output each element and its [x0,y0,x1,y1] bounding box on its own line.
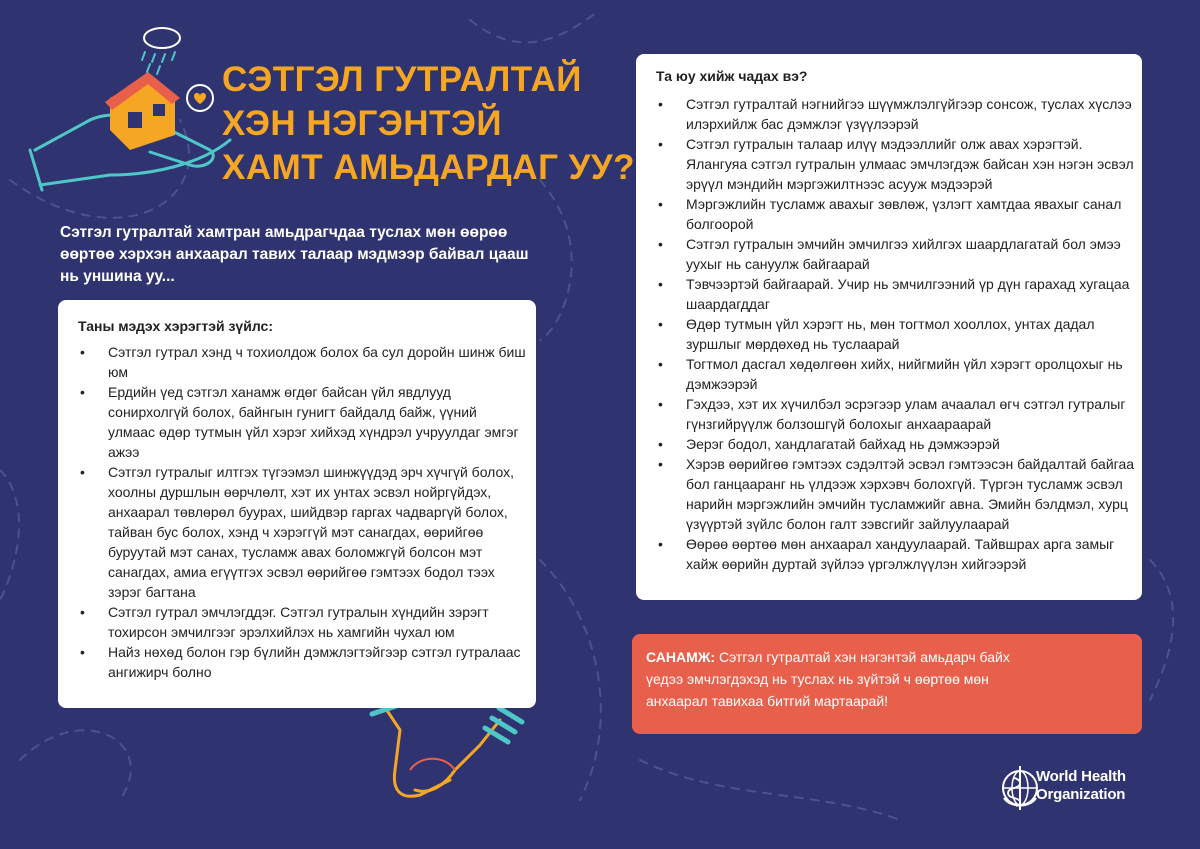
list-item [656,354,1138,394]
list-item-text: Сэтгэл гутрал хэнд ч тохиолдож болох ба сул доройн шинж биш юм [108,344,526,380]
bullet: • [658,456,663,472]
list-item-text: Сэтгэл гутрал эмчлэгддэг. Сэтгэл гутралын хүндийн зэрэгт тохирсон эмчилгээг эрэлхийлэх нь хамгийн чухал юм [108,604,489,640]
list-item-text: Найз нөхөд болон гэр бүлийн дэмжлэгтэйгээр сэтгэл гутралаас ангижирч болно [108,644,521,680]
reminder-body: Сэтгэл гутралтай хэн нэгэнтэй амьдарч байх үедээ эмчлэгдэхэд нь туслах нь зүйтэй ч өөртөө мөн анхаарал тавихаа битгий мартаарай! [646,649,1010,709]
list-item-text: Өөрөө өөртөө мөн анхаарал хандуулаарай. Тайвшрах арга замыг хайж өөрийн дуртай зүйлээ үргэлжлүүлэн хийгээрэй [686,536,1115,572]
dashed-curve [0,470,19,600]
intro-text: Сэтгэл гутралтай хамтран амьдрагчдаа туслах мөн өөрөө өөртөө хэрхэн анхаарал тавих талаар мэдмээр байвал цааш нь уншина уу... [60,224,529,285]
list-item [78,462,526,602]
bullet: • [80,464,85,480]
bullet: • [658,236,663,252]
list-item [656,194,1138,234]
actions-card [636,54,1142,600]
list-item-text: Тогтмол дасгал хөдөлгөөн хийх, нийгмийн үйл хэрэгт оролцохыг нь дэмжээрэй [686,356,1123,392]
list-item [78,382,526,462]
list-item [656,274,1138,314]
list-item [656,134,1138,194]
bullet: • [80,344,85,360]
list-item-text: Тэвчээртэй байгаарай. Учир нь эмчилгээний үр дүн гарахад хугацаа шаардагддаг [686,276,1130,312]
list-item [656,94,1138,134]
facts-card [58,300,536,708]
page-title [222,58,642,190]
bullet: • [658,356,663,372]
list-item-text: Мэргэжлийн тусламж авахыг зөвлөж, үзлэгт хамтдаа явахыг санал болгоорой [686,196,1122,232]
facts-list [78,342,526,682]
dashed-curve [470,10,600,42]
hand-house-illustration [30,28,230,190]
list-item [656,434,1138,454]
bullet: • [658,396,663,412]
bullet: • [658,276,663,292]
list-item-text: Сэтгэл гутралыг илтгэх түгээмэл шинжүүдэд эрч хүчгүй болох, хоолны дуршлын өөрчлөлт, хэт их унтах эсвэл нойргүйдэх, анхаарал төвлөрөл буурах, шийдвэр гаргах чадваргүй болох, тайван бус болох, хэнд ч хэрэггүй мэт санагдах, өөрийгөө буруутай мэт санах, тусламж авах боломжгүй болсон мэт санагдах, амиа егүүтгэх эсвэл өөрийгөө гэмтээх бодол тээх зэрэг багтана [108,464,515,600]
list-item-text: Сэтгэл гутралтай нэгнийгээ шүүмжлэлгүйгээр сонсож, туслах хүслээ илэрхийлж бас дэмжлэг үзүүлээрэй [686,96,1132,132]
dashed-curve [20,730,131,800]
actions-list [656,94,1138,574]
dashed-curve [1150,560,1173,700]
list-item-text: Өдөр тутмын үйл хэрэгт нь, мөн тогтмол хооллох, унтах дадал зуршлыг мөрдөхөд нь туслаарай [686,316,1095,352]
bullet: • [80,604,85,620]
list-item [78,342,526,382]
list-item [656,314,1138,354]
bullet: • [658,436,663,452]
actions-heading: Та юу хийж чадах вэ? [656,68,808,84]
list-item-text: Сэтгэл гутралын талаар илүү мэдээллийг олж авах хэрэгтэй. Ялангуяа сэтгэл гутралын улмаас эмчлэгдэж байсан хэн нэгэн эсвэл эрүүл мэндийн мэргэжилтнээс асууж мэдээрэй [686,136,1134,192]
bullet: • [658,96,663,112]
dashed-curve [540,560,601,800]
dashed-curve [640,760,900,820]
title-line: ХЭН НЭГЭНТЭЙ [222,104,503,143]
list-item [78,602,526,642]
list-item-text: Хэрэв өөрийгөө гэмтээх сэдэлтэй эсвэл гэмтээсэн байдалтай байгаа бол ганцааранг нь үлдээж хэрхэвч болохгүй. Түргэн тусламж эсвэл нарийн мэргэжлийн эмчийн тусламжийг авна. Эмийн бэлдмэл, хурц үзүүртэй зүйлс болон галт зэвсгийг зайлуулаарай [686,456,1135,532]
list-item-text: Гэхдээ, хэт их хүчилбэл эсрэгээр улам ачаалал өгч сэтгэл гутралыг гүнзгийрүүлж болзошгүй болохыг анхаараарай [686,396,1126,432]
reminder-label: САНАМЖ: [646,649,716,665]
list-item [656,534,1138,574]
list-item-text: Ердийн үед сэтгэл ханамж өгдөг байсан үйл явдлууд сонирхолгүй болох, байнгын гунигт байдалд байж, үүний улмаас өдөр тутмын үйл хэрэг хийхэд хүндрэл учруулдаг эмгэг ажээ [108,384,519,460]
who-line: Organization [1036,786,1126,803]
list-item-text: Эерэг бодол, хандлагатай байхад нь дэмжээрэй [686,436,1000,452]
facts-heading: Таны мэдэх хэрэгтэй зүйлс: [78,318,273,334]
bullet: • [658,136,663,152]
dashed-curve [540,180,572,340]
who-line: World Health [1036,768,1126,785]
who-logo-text [1036,768,1126,804]
list-item-text: Сэтгэл гутралын эмчийн эмчилгээ хийлгэх шаардлагатай бол эмээ уухыг нь сануулж байгаарай [686,236,1121,272]
list-item [656,394,1138,434]
reminder-note [632,634,1142,734]
bullet: • [658,536,663,552]
title-line: ХАМТ АМЬДАРДАГ УУ? [222,148,636,187]
list-item [78,642,526,682]
title-line: СЭТГЭЛ ГУТРАЛТАЙ [222,60,582,99]
bullet: • [80,384,85,400]
bullet: • [80,644,85,660]
list-item [656,454,1138,534]
bullet: • [658,316,663,332]
bullet: • [658,196,663,212]
reminder-text [646,646,1036,712]
list-item [656,234,1138,274]
